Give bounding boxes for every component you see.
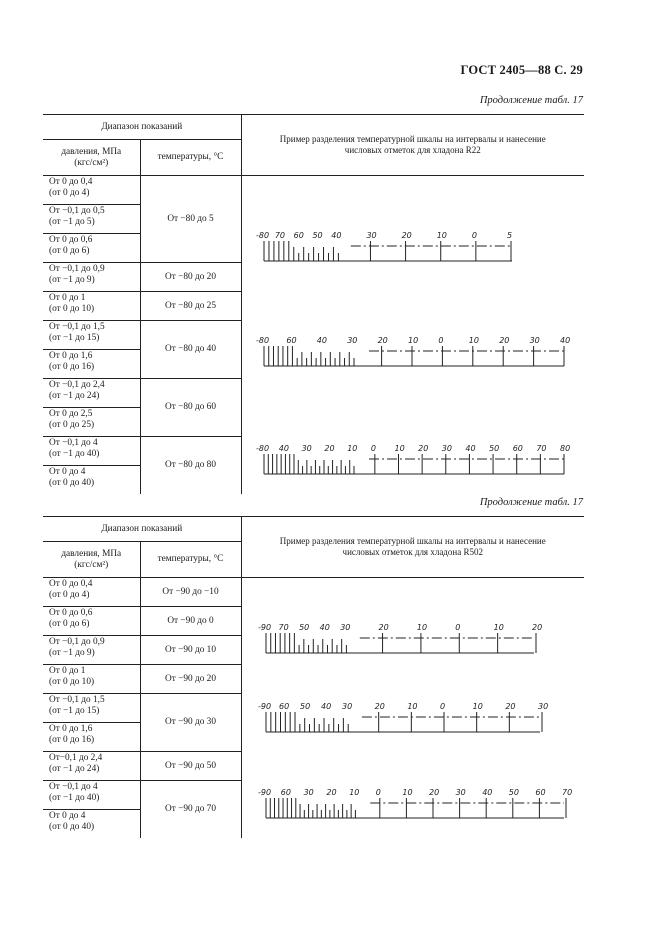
scale-label: 20 xyxy=(323,444,335,453)
t1-temp-6: От −80 до 80 xyxy=(140,437,241,495)
t2-temp-4: От −90 до 20 xyxy=(140,665,241,694)
t2-scales xyxy=(241,578,584,839)
scale-label: 50 xyxy=(311,231,323,240)
t1-temp-4: От −80 до 40 xyxy=(140,321,241,379)
scale-label: 70 xyxy=(561,788,572,797)
t1-temp-1: От −80 до 5 xyxy=(140,176,241,263)
scale-label: -90 xyxy=(257,788,271,797)
scale-label: 30 xyxy=(455,788,466,797)
t2-col-pressure xyxy=(43,542,140,578)
pressure-kgf: (от −1 до 40) xyxy=(49,449,100,459)
table-row xyxy=(43,607,140,636)
t1-col-range: Диапазон показаний xyxy=(43,115,241,140)
scale-label: 70 xyxy=(274,231,285,240)
pressure-mpa: От −0,1 до 1,5 xyxy=(49,695,105,705)
table-row xyxy=(43,694,140,723)
scale-label: 10 xyxy=(346,444,357,453)
pressure-kgf: (от 0 до 4) xyxy=(49,188,90,198)
scale-label: 30 xyxy=(301,444,312,453)
t1-col-pressure-unit: (кгс/см²) xyxy=(74,157,109,168)
pressure-kgf: (от 0 до 16) xyxy=(49,735,95,745)
pressure-mpa: От 0 до 1 xyxy=(49,293,86,303)
t2-temp-5: От −90 до 30 xyxy=(140,694,241,752)
t2-col-example xyxy=(241,517,584,578)
scale-label: 0 xyxy=(437,336,443,345)
scale-label: 60 xyxy=(278,702,289,711)
t1-temp-5: От −80 до 60 xyxy=(140,379,241,437)
scale-label: -90 xyxy=(257,702,271,711)
scale-label: 10 xyxy=(468,336,479,345)
t2-temp-1: От −90 до −10 xyxy=(140,578,241,607)
scale-label: 30 xyxy=(339,623,350,632)
pressure-kgf: (от −1 до 9) xyxy=(49,275,95,285)
table-row xyxy=(43,205,140,234)
scale-label: 20 xyxy=(401,231,412,240)
scale-label: -90 xyxy=(257,623,271,632)
scale-label: 40 xyxy=(278,444,289,453)
pressure-kgf: (от −1 до 15) xyxy=(49,333,100,343)
table-row xyxy=(43,292,140,321)
table-row xyxy=(43,437,140,466)
t1-col-example xyxy=(241,115,584,176)
table-row xyxy=(43,466,140,495)
pressure-kgf: (от −1 до 5) xyxy=(49,217,95,227)
scale-label: 10 xyxy=(406,702,418,711)
scale-label: 30 xyxy=(346,336,357,345)
scale-label: 20 xyxy=(374,702,385,711)
pressure-mpa: От −0,1 до 0,9 xyxy=(49,264,105,274)
scale-label: 60 xyxy=(534,788,546,797)
scale-label: 5 xyxy=(506,231,512,240)
scale-label: 50 xyxy=(508,788,519,797)
scale-label: 0 xyxy=(370,444,376,453)
table-row xyxy=(43,636,140,665)
scale-label: 10 xyxy=(348,788,359,797)
table-row xyxy=(43,752,140,781)
scale-label: 40 xyxy=(464,444,476,453)
scale-label: 10 xyxy=(472,702,483,711)
pressure-mpa: От −0,1 до 0,5 xyxy=(49,206,105,216)
scale-label: 30 xyxy=(365,231,377,240)
table-row xyxy=(43,263,140,292)
table-row xyxy=(43,408,140,437)
t2-col-pressure-unit: (кгс/см²) xyxy=(74,559,109,570)
scale-label: 10 xyxy=(416,623,427,632)
t2-col-temperature: температуры, °С xyxy=(140,542,241,578)
pressure-mpa: От 0 до 0,6 xyxy=(49,235,93,245)
scale-label: 70 xyxy=(535,444,547,453)
t2-col-pressure-label: давления, МПа xyxy=(61,548,122,559)
t1-temp-2: От −80 до 20 xyxy=(140,263,241,292)
pressure-mpa: От −0,1 до 4 xyxy=(49,782,98,792)
scale-label: 20 xyxy=(377,336,388,345)
pressure-mpa: От −0,1 до 0,9 xyxy=(49,637,105,647)
scale-label: 30 xyxy=(529,336,540,345)
pressure-mpa: От 0 до 1 xyxy=(49,666,86,676)
table-row xyxy=(43,578,140,607)
scale-label: 0 xyxy=(471,231,477,240)
pressure-kgf: (от 0 до 25) xyxy=(49,420,95,430)
pressure-mpa: От−0,1 до 2,4 xyxy=(49,753,103,763)
t1-temp-3: От −80 до 25 xyxy=(140,292,241,321)
scale-label: -80 xyxy=(255,444,269,453)
scale-label: 10 xyxy=(401,788,413,797)
t1-col-example-line2: числовых отметок для хладона R22 xyxy=(344,145,481,155)
pressure-mpa: От 0 до 0,6 xyxy=(49,608,93,618)
t2-temp-7: От −90 до 70 xyxy=(140,781,241,839)
t2-scale-drawings xyxy=(242,578,583,832)
t2-temp-6: От −90 до 50 xyxy=(140,752,241,781)
table-row xyxy=(43,350,140,379)
pressure-kgf: (от 0 до 6) xyxy=(49,619,90,629)
pressure-kgf: (от 0 до 40) xyxy=(49,822,95,832)
scale-label: 50 xyxy=(299,702,310,711)
pressure-kgf: (от 0 до 16) xyxy=(49,362,95,372)
pressure-mpa: От −0,1 до 4 xyxy=(49,438,98,448)
pressure-mpa: От 0 до 1,6 xyxy=(49,351,93,361)
scale-label: 60 xyxy=(293,231,304,240)
t1-col-example-line1: Пример разделения температурной шкалы на интервалы и нанесение xyxy=(279,134,546,144)
scale-label: -80 xyxy=(255,231,269,240)
pressure-mpa: От 0 до 4 xyxy=(49,467,86,477)
scale-label: 30 xyxy=(303,788,314,797)
table-row xyxy=(43,723,140,752)
scale-label: 30 xyxy=(441,444,452,453)
scale-label: 10 xyxy=(393,444,405,453)
pressure-kgf: (от −1 до 24) xyxy=(49,391,100,401)
t1-col-temperature: температуры, °С xyxy=(140,140,241,176)
pressure-kgf: (от −1 до 40) xyxy=(49,793,100,803)
pressure-mpa: От −0,1 до 1,5 xyxy=(49,322,105,332)
t1-col-pressure-label: давления, МПа xyxy=(61,146,122,157)
pressure-kgf: (от 0 до 4) xyxy=(49,590,90,600)
table-row xyxy=(43,176,140,205)
scale-label: -80 xyxy=(255,336,269,345)
scale-label: 20 xyxy=(504,702,516,711)
pressure-kgf: (от 0 до 40) xyxy=(49,478,95,488)
scale-label: 0 xyxy=(439,702,445,711)
table1-continuation: Продолжение табл. 17 xyxy=(479,95,583,106)
scale-label: 40 xyxy=(559,336,570,345)
t1-scale-drawings xyxy=(242,176,583,486)
scale-label: 60 xyxy=(285,336,297,345)
scale-label: 40 xyxy=(320,702,331,711)
pressure-kgf: (от 0 до 10) xyxy=(49,304,95,314)
scale-label: 60 xyxy=(512,444,523,453)
scale-label: 40 xyxy=(316,336,327,345)
scale-label: 0 xyxy=(375,788,381,797)
scale-label: 30 xyxy=(341,702,352,711)
table1 xyxy=(43,114,584,494)
scale-label: 20 xyxy=(498,336,509,345)
table-row xyxy=(43,781,140,810)
scale-label: 70 xyxy=(278,623,289,632)
t2-temp-2: От −90 до 0 xyxy=(140,607,241,636)
pressure-mpa: От −0,1 до 2,4 xyxy=(49,380,105,390)
scale-label: 20 xyxy=(428,788,439,797)
pressure-mpa: От 0 до 0,4 xyxy=(49,177,93,187)
scale-label: 50 xyxy=(488,444,499,453)
t1-col-pressure xyxy=(43,140,140,176)
scale-label: 10 xyxy=(493,623,504,632)
table-row xyxy=(43,234,140,263)
pressure-kgf: (от −1 до 24) xyxy=(49,764,100,774)
t1-scales xyxy=(241,176,584,495)
table-row xyxy=(43,665,140,694)
scale-label: 20 xyxy=(531,623,542,632)
scale-label: 0 xyxy=(454,623,460,632)
scale-label: 30 xyxy=(537,702,548,711)
pressure-kgf: (от −1 до 9) xyxy=(49,648,95,658)
scale-label: 60 xyxy=(280,788,291,797)
table-row xyxy=(43,321,140,350)
pressure-mpa: От 0 до 4 xyxy=(49,811,86,821)
table-row xyxy=(43,379,140,408)
table2-continuation: Продолжение табл. 17 xyxy=(479,497,583,508)
scale-label: 50 xyxy=(298,623,309,632)
t2-col-range: Диапазон показаний xyxy=(43,517,241,542)
scale-label: 10 xyxy=(407,336,418,345)
t2-col-example-line2: числовых отметок для хладона R502 xyxy=(342,547,483,557)
t2-temp-3: От −90 до 10 xyxy=(140,636,241,665)
scale-label: 20 xyxy=(417,444,428,453)
scale-label: 80 xyxy=(559,444,570,453)
pressure-mpa: От 0 до 2,5 xyxy=(49,409,93,419)
scale-label: 20 xyxy=(325,788,337,797)
scale-label: 40 xyxy=(319,623,330,632)
pressure-mpa: От 0 до 0,4 xyxy=(49,579,93,589)
table2 xyxy=(43,516,584,838)
pressure-kgf: (от 0 до 10) xyxy=(49,677,95,687)
scale-label: 10 xyxy=(436,231,447,240)
standard-header: ГОСТ 2405—88 С. 29 xyxy=(460,63,583,77)
scale-label: 40 xyxy=(330,231,341,240)
t2-col-example-line1: Пример разделения температурной шкалы на интервалы и нанесение xyxy=(279,536,546,546)
pressure-kgf: (от 0 до 6) xyxy=(49,246,90,256)
table-row xyxy=(43,810,140,839)
scale-label: 20 xyxy=(378,623,389,632)
pressure-kgf: (от −1 до 15) xyxy=(49,706,100,716)
pressure-mpa: От 0 до 1,6 xyxy=(49,724,93,734)
scale-label: 40 xyxy=(481,788,492,797)
